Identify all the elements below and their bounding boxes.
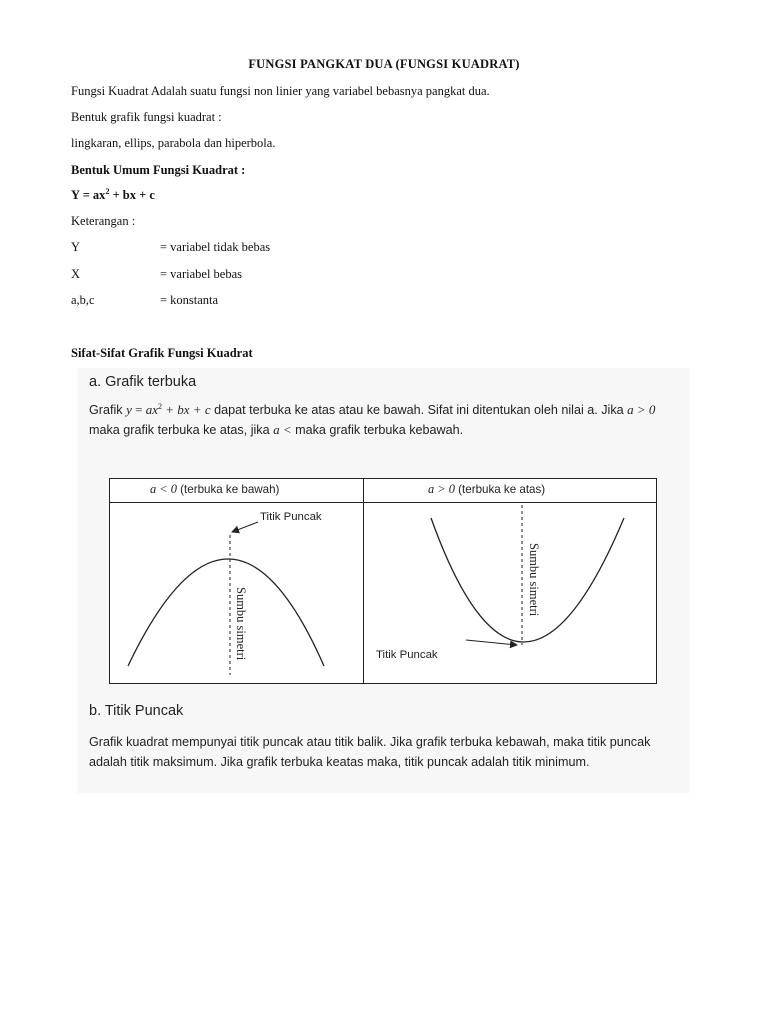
left-header — [150, 482, 279, 497]
equation-rest: + bx + c — [162, 402, 211, 417]
right-header — [428, 482, 545, 497]
section-a-text-1: Grafik — [89, 403, 127, 417]
shapes-list: lingkaran, ellips, parabola dan hiperbola. — [71, 136, 276, 150]
equation — [126, 402, 211, 417]
section-b-text: Grafik kuadrat mempunyai titik puncak atau titik balik. Jika grafik terbuka kebawah, maka titik puncak adalah titik maksimum. Jika grafik terbuka keatas maka, titik puncak adalah titik minimum. — [89, 735, 651, 769]
formula-exponent: 2 — [105, 187, 110, 196]
condition-a-positive: a > 0 — [627, 402, 656, 417]
right-header-text: (terbuka ke atas) — [454, 483, 546, 496]
left-axis-label: Sumbu simetri — [234, 587, 248, 661]
formula — [71, 188, 155, 203]
formula-right: + bx + c — [109, 188, 155, 202]
intro-paragraph: Fungsi Kuadrat Adalah suatu fungsi non linier yang variabel bebasnya pangkat dua. — [71, 84, 490, 98]
section-a-text — [89, 400, 684, 440]
right-header-math: a > 0 — [428, 482, 455, 496]
left-header-text: (terbuka ke bawah) — [176, 483, 280, 496]
definition-symbol: a,b,c — [71, 293, 95, 307]
definition-row — [71, 240, 271, 255]
definition-meaning: = variabel tidak bebas — [160, 240, 271, 254]
legend-label: Keterangan : — [71, 214, 136, 228]
equation-exponent: 2 — [158, 402, 162, 411]
properties-heading: Sifat-Sifat Grafik Fungsi Kuadrat — [71, 346, 253, 360]
definition-meaning: = konstanta — [160, 293, 219, 307]
definition-row — [71, 267, 243, 282]
equation-eq: = — [131, 402, 146, 417]
definition-symbol: Y — [71, 240, 81, 254]
right-vertex-arrow — [466, 640, 517, 645]
left-vertex-arrow — [232, 522, 258, 532]
section-a-text-3: maka grafik terbuka ke atas, jika — [89, 423, 274, 437]
shapes-label: Bentuk grafik fungsi kuadrat : — [71, 110, 222, 124]
section-a-text-4: maka grafik terbuka kebawah. — [291, 423, 464, 437]
parabola-drawing — [110, 503, 656, 683]
parabola-figure — [109, 478, 657, 684]
page-title: FUNGSI PANGKAT DUA (FUNGSI KUADRAT) — [248, 57, 520, 71]
definition-row — [71, 293, 219, 308]
equation-ax: ax — [145, 402, 158, 417]
section-b-title: b. Titik Puncak — [89, 703, 184, 719]
properties-panel — [77, 368, 690, 793]
right-axis-label: Sumbu simetri — [527, 543, 541, 617]
downward-parabola — [128, 559, 324, 666]
left-header-math: a < 0 — [150, 482, 177, 496]
general-form-heading: Bentuk Umum Fungsi Kuadrat : — [71, 163, 246, 177]
section-a-title: a. Grafik terbuka — [89, 374, 197, 390]
right-vertex-label: Titik Puncak — [376, 649, 438, 661]
definition-meaning: = variabel bebas — [160, 267, 243, 281]
section-a-text-2: dapat terbuka ke atas atau ke bawah. Sifat ini ditentukan oleh nilai a. Jika — [210, 403, 628, 417]
condition-a-negative: a < — [273, 422, 292, 437]
equation-y: y — [126, 402, 132, 417]
definition-symbol: X — [71, 267, 81, 281]
left-vertex-label: Titik Puncak — [260, 511, 322, 523]
formula-left: Y = ax — [71, 188, 106, 202]
